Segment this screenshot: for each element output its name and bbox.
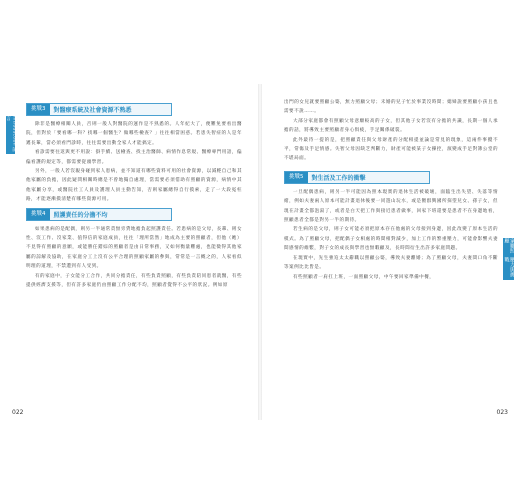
challenge-5-title: 對生活及工作的衝擊 bbox=[311, 174, 366, 182]
challenge-3-paragraph-3: 另外，一般人若沒親身碰到家人患病，並不知道有哪些資料可用的社會資源，以減輕自己和其他家屬的負擔，因此疑問相關時總是不曾地獨自處理，當需要必須借助有照顧的資源，病情中其他家屬分享，或醫院社工人員及護理人員主動告知，否則家屬總得自行摸索，走了一大段冤枉路，才能逐漸摸清楚有哪些資源可用。 bbox=[26, 169, 242, 203]
challenge-3-paragraph-1: 除非是醫療相關人員，否則一般人對醫院的運作是不熟悉的。人年紀大了，便難免要看出醫院，但對於「要看哪一科？找哪一個醫生？做哪些檢查？」往往相當困惑。若患失智症的人是年邁長輩，當必須看門診時，往往需要出動全家人才能搞定。 bbox=[26, 122, 242, 146]
challenge-5-paragraph-1: 一旦配偶患病，則另一半可能因為照本現實的退休生活被破壞，面臨生出失望、失落等情緒，例如夫妻兩人原本可能計畫退休後要一同遊山玩水，或是餵群興國所探望兒女、孫子女，但現在計畫全都泡湯了，或者是白天把工作與接近患者做事，回家下班還要是患者不在身邊地看，照顧患者全都是對另一半的期待。 bbox=[284, 189, 498, 224]
challenge-4-heading bbox=[26, 208, 172, 221]
left-page bbox=[5, 84, 258, 420]
challenge-4-paragraph-1: 如果患病的是配偶，則另一半通常責無旁貸地擔負起照護責任。若患病的是父母，長輩、則女性、沒工作、沒家業、值得信的家庭成員，往往「理所當然」地成為主要的照顧者，但他（她）不見得有照顧的意願，或能勝任錯綜的照顧者是由日常事務，又如何衡量難處，也能徵得其他家屬的諒解及協助，在家庭分工上沒有公平合理的照顧家屬的參與，常常是一言概之的，人家看似明理的道理，不禁遭到有人受到。 bbox=[26, 226, 242, 270]
left-page-content bbox=[26, 100, 242, 291]
challenge-4-tag: 挑戰4 bbox=[27, 209, 50, 220]
side-tab-family-pressure bbox=[503, 238, 514, 280]
challenge-5-tag: 挑戰5 bbox=[285, 172, 308, 183]
challenge-3-heading bbox=[26, 103, 172, 116]
paragraph-siblings: 大部分家庭都會有照顧父母意願較高的子女，但其他子女若沒有分擔的共識，長期一個人承擔的話，將導致主要照顧者身心俱疲，手足關係破裂。 bbox=[284, 118, 498, 134]
book-spread bbox=[5, 84, 515, 420]
side-tab-line-2: 壓力與挑戰 bbox=[503, 256, 515, 277]
challenge-3-tag: 挑戰3 bbox=[27, 104, 50, 115]
right-page bbox=[262, 84, 515, 420]
challenge-4-paragraph-2: 有的家庭中，子女能分工合作，共同分擔責任，有些負責照顧，有些負責陪同患者就醫，有些提供經濟支援等，但有許多家庭仍由照顧工作分配不均，照顧者覺得不公平的狀況。例如原 bbox=[26, 273, 242, 289]
challenge-5-paragraph-2: 若生病的是父母，則子女可能必須把原本存在他處的父母接到身邊，因此改變了原本生活的模式。為了照顧父母，把配偶子女相處的時間相對減少，加上工作的繁重壓力，可能會影響夫妻間感情的維繫，對子女的成長與學習也無暇顧及，長時間衍生出許多家庭問題。 bbox=[284, 227, 498, 252]
page-number-left: 022 bbox=[12, 409, 24, 416]
right-page-content bbox=[284, 98, 498, 282]
side-tab-line-1: 家屬照顧 bbox=[503, 238, 515, 253]
side-tab-introduction: Introduction 前言 bbox=[6, 116, 15, 154]
continued-paragraph: 出門的女兒就要照顧公婆，無力照顧父母；未婚的兒子忙於事業沒時間；媳婦說要照顧小孩且也需要不說……。 bbox=[284, 100, 498, 115]
page-number-right: 023 bbox=[496, 409, 508, 416]
challenge-4-title: 照護責任的分擔不均 bbox=[53, 211, 108, 219]
challenge-5-paragraph-3: 在現實中，先生強迫太太辭職以照顧公婆，導致夫妻離婚；為了照顧父母，夫妻間口角不斷等案例比比皆是。 bbox=[284, 255, 498, 271]
paragraph-property: 此外最待一提的是，把照顧責任與父母財產的分配相提並論是常見的現象，這兩件事攪不平，常傷及手足情感。失智父母因缺乏判斷力，財產可能被某子女操控，演變成手足對簿公堂的不堪局面。 bbox=[284, 137, 498, 162]
challenge-3-paragraph-2: 看診需要往返與更不用說：掛手續、送檢查、找主治醫師、病情作息常規、醫療專門用語，偏偏看護的規定等，都需要從頭學習。 bbox=[26, 150, 242, 165]
challenge-5-heading bbox=[284, 171, 430, 184]
challenge-5-paragraph-4: 有些照顧者一肩扛上班，一面照顧父母，中午要回家準備中餐， bbox=[293, 274, 435, 280]
challenge-3-title: 對醫療系統及社會資源不熟悉 bbox=[53, 107, 132, 114]
